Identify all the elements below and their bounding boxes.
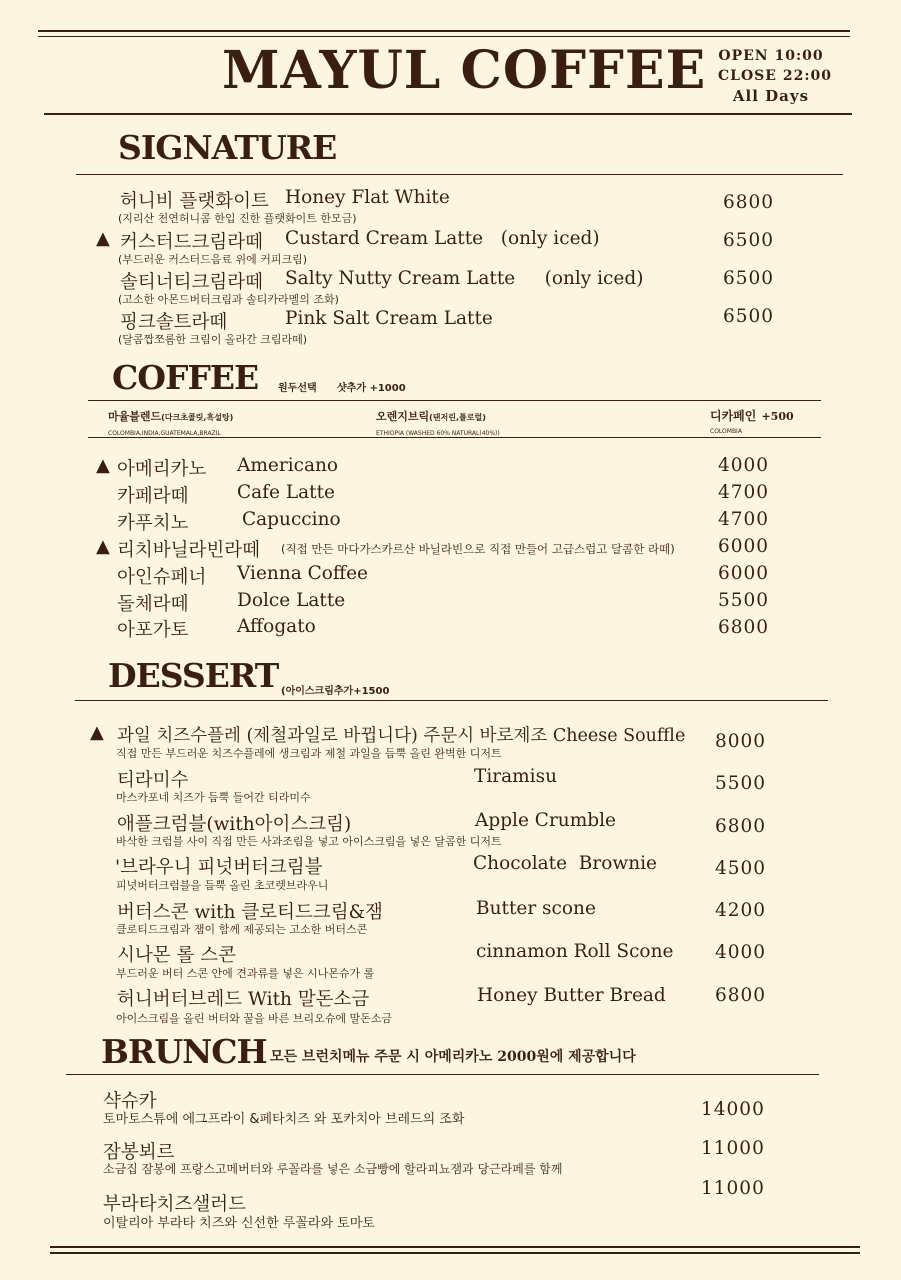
menu-item-en: Vienna Coffee [237, 563, 368, 584]
bean-name: 디카페인 [710, 409, 757, 423]
menu-item-ko: 핑크솔트라떼 [120, 312, 228, 333]
menu-item-price: 6000 [718, 563, 770, 584]
menu-item-en: Honey Butter Bread [477, 985, 666, 1006]
signature-rule [76, 174, 843, 175]
recommend-marker-icon: ▲ [90, 722, 104, 743]
menu-item-ko: 허니비 플랫화이트 [120, 191, 269, 212]
bean-note: +500 [761, 410, 794, 423]
coffee-rule-bottom [88, 437, 821, 438]
menu-item-ko: 애플크럼블(with아이스크림) [117, 814, 352, 835]
dessert-note: (아이스크림추가+1500 [281, 686, 390, 697]
bottom-rule-2 [50, 1252, 860, 1254]
shot-add-label: 샷추가 +1000 [337, 383, 406, 394]
menu-item-price: 6000 [718, 536, 770, 557]
menu-item-price: 4500 [715, 858, 767, 879]
menu-item-price: 8000 [715, 731, 767, 752]
menu-item-desc: (직접 만든 마다가스카르산 바닐라빈으로 직접 만들어 고급스럽고 달콤한 라떼) [281, 542, 675, 556]
bean-note: (탠저린,플로럴) [429, 413, 486, 422]
menu-item-en: Pink Salt Cream Latte [285, 308, 493, 329]
menu-item-price: 14000 [701, 1099, 765, 1120]
opening-hours [718, 46, 832, 106]
menu-item-ko: 잠봉뵈르 [103, 1142, 175, 1163]
brand-title: MAYUL COFFEE [222, 40, 707, 101]
menu-item-desc: (부드러운 커스터드음료 위에 커피크림) [118, 253, 308, 266]
open-days: All Days [732, 87, 810, 105]
section-title-brunch: BRUNCH [101, 1032, 267, 1071]
brunch-note: 모든 브런치메뉴 주문 시 아메리카노 2000원에 제공합니다 [270, 1049, 636, 1065]
menu-item-ko: 솔티너티크림라떼 [120, 272, 263, 293]
recommend-marker-icon: ▲ [96, 536, 110, 557]
menu-item-en: Capuccino [242, 509, 341, 530]
menu-item-en: Dolce Latte [237, 590, 346, 611]
menu-item-price: 6500 [723, 230, 775, 251]
bean-note: (다크초콜릿,흑설탕) [161, 413, 234, 422]
menu-item-desc: (달콤짭쪼롬한 크림이 올라간 크림라떼) [118, 333, 308, 346]
menu-item-desc: 직접 만든 부드러운 치즈수플레에 생크림과 제철 과일을 듬뿍 올린 완벽한 디저트 [116, 747, 502, 760]
menu-item-en: Custard Cream Latte (only iced) [285, 228, 600, 249]
menu-item-ko: 커스터드크림라떼 [120, 232, 263, 253]
menu-item-ko: 리치바닐라빈라떼 [117, 540, 260, 561]
menu-item-desc: 아이스크림을 올린 버터와 꿀을 바른 브리오슈에 말돈소금 [116, 1012, 393, 1025]
menu-item-en: Apple Crumble [475, 810, 616, 831]
section-title-dessert: DESSERT [108, 656, 279, 695]
menu-item-ko: 티라미수 [117, 770, 189, 791]
menu-item-ko: 버터스콘 with 클로티드크림&잼 [117, 902, 383, 923]
menu-item-en: Chocolate Brownie [473, 853, 657, 874]
menu-item-desc: 피넛버터크럼블을 듬뿍 올린 초코렛브라우니 [116, 879, 329, 892]
menu-item-ko: 과일 치즈수플레 (제철과일로 바뀝니다) 주문시 바로제조 Cheese Souffle [117, 726, 686, 746]
menu-item-desc: (고소한 아몬드버터크림과 솔티카라멜의 조화) [118, 293, 339, 306]
top-rule-2 [38, 36, 850, 37]
header-bottom-rule [44, 113, 852, 115]
menu-item-desc: (지리산 천연허니콤 한입 진한 플랫화이트 한모금) [118, 212, 357, 225]
menu-item-price: 6800 [723, 192, 775, 213]
menu-item-ko: '브라우니 피넛버터크림블 [115, 857, 323, 878]
bean-option [710, 405, 794, 435]
open-time: OPEN 10:00 [718, 48, 824, 64]
menu-item-en: Butter scone [476, 898, 596, 919]
bean-option [376, 405, 500, 437]
menu-item-price: 11000 [701, 1138, 765, 1159]
recommend-marker-icon: ▲ [96, 228, 110, 249]
menu-item-ko: 카푸치노 [117, 513, 189, 534]
top-rule-1 [38, 30, 850, 32]
menu-item-en: Honey Flat White [285, 187, 450, 208]
menu-item-price: 6800 [715, 816, 767, 837]
menu-item-price: 6800 [718, 617, 770, 638]
menu-item-en: Cafe Latte [237, 482, 335, 503]
menu-item-price: 6500 [723, 306, 775, 327]
menu-item-price: 4200 [715, 900, 767, 921]
bean-origin: COLOMBIA [710, 428, 742, 435]
menu-item-price: 6800 [715, 985, 767, 1006]
menu-item-desc: 부드러운 버터 스콘 안에 견과류를 넣은 시나몬슈가 롤 [116, 967, 375, 980]
close-time: CLOSE 22:00 [718, 68, 832, 84]
bean-name: 마율블렌드 [108, 410, 162, 423]
menu-item-price: 5500 [715, 773, 767, 794]
menu-item-price: 11000 [701, 1178, 765, 1199]
menu-item-en: Salty Nutty Cream Latte (only iced) [285, 268, 644, 289]
menu-item-en: Affogato [237, 616, 316, 637]
menu-item-desc: 바삭한 크럼블 사이 직접 만든 사과조림을 넣고 아이스크림을 넣은 달콤한 디저트 [116, 835, 502, 848]
menu-item-ko: 돌체라떼 [117, 594, 189, 615]
section-title-coffee: COFFEE [112, 358, 259, 397]
menu-item-price: 4700 [718, 509, 770, 530]
menu-item-ko: 아메리카노 [117, 459, 207, 480]
bean-select-label: 원두선택 [278, 383, 317, 394]
menu-item-ko: 허니버터브레드 With 말돈소금 [117, 989, 370, 1010]
menu-item-ko: 아인슈페너 [117, 567, 207, 588]
brunch-rule [66, 1074, 819, 1075]
menu-item-desc: 마스카포네 치즈가 듬뿍 들어간 티라미수 [116, 791, 311, 804]
section-title-signature: SIGNATURE [118, 128, 337, 167]
menu-item-ko: 샥슈카 [103, 1091, 157, 1112]
bean-origin: COLOMBIA,INDIA,GUATEMALA,BRAZIL [108, 430, 221, 437]
menu-item-price: 4000 [715, 942, 767, 963]
bottom-rule-1 [50, 1246, 860, 1248]
menu-item-ko: 아포가토 [117, 620, 189, 641]
menu-item-price: 4000 [718, 455, 770, 476]
menu-item-price: 5500 [718, 590, 770, 611]
menu-item-price: 4700 [718, 482, 770, 503]
menu-item-ko: 부라타치즈샐러드 [103, 1194, 246, 1215]
bean-option [108, 405, 233, 437]
menu-item-ko: 시나몬 롤 스콘 [117, 945, 236, 966]
coffee-rule-top [88, 400, 821, 401]
bean-name: 오렌지브릭 [376, 410, 430, 423]
menu-item-ko: 카페라떼 [117, 486, 189, 507]
menu-item-en: Americano [237, 455, 339, 476]
menu-item-desc: 소금집 잠봉에 프랑스고메버터와 루꼴라를 넣은 소금빵에 할라피뇨잼과 당근라페를 함께 [103, 1162, 563, 1176]
bean-origin: ETHIOPIA (WASHED 60% NATURAL(40%)) [376, 430, 500, 437]
menu-item-en: cinnamon Roll Scone [476, 941, 674, 962]
dessert-rule [75, 700, 828, 701]
menu-item-en: Tiramisu [474, 766, 557, 787]
menu-item-desc: 클로티드크림과 잼이 함께 제공되는 고소한 버터스콘 [116, 923, 368, 936]
recommend-marker-icon: ▲ [96, 455, 110, 476]
menu-item-desc: 토마토스튜에 에그프라이 &페타치즈 와 포카치아 브레드의 조화 [103, 1112, 465, 1127]
menu-item-price: 6500 [723, 268, 775, 289]
menu-item-desc: 이탈리아 부라타 치즈와 신선한 루꼴라와 토마토 [103, 1216, 375, 1231]
